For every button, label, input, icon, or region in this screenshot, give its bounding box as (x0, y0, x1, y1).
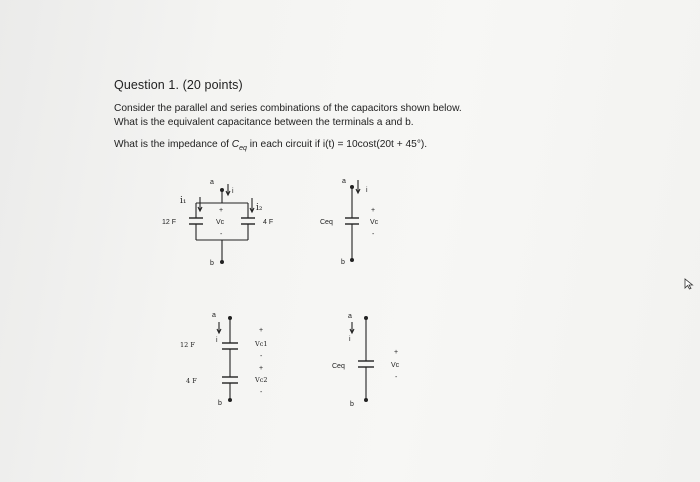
circuit-3-current-label: i (216, 337, 218, 344)
circuit-4-ceq-label: Ceq (332, 363, 345, 370)
circuit-4-current-label: i (349, 336, 351, 343)
circuit-2-minus: - (372, 231, 375, 238)
circuit-1-plus: + (219, 207, 224, 214)
circuit-2-current-label: i (366, 187, 368, 194)
circuit-4-terminal-b-dot (364, 398, 368, 402)
circuit-4-minus: - (395, 374, 398, 381)
question-line-1: Consider the parallel and series combinations of the capacitors shown below. (114, 103, 462, 114)
circuit-1-cap-left-label: 12 F (162, 219, 177, 226)
circuit-3-plus-2: + (259, 365, 264, 372)
circuit-3-minus-1: - (260, 353, 263, 360)
circuit-1-current-label: i (232, 188, 234, 195)
circuit-2-ceq-label: Ceq (320, 219, 333, 226)
circuit-3-vc1-label: Vc1 (255, 340, 268, 348)
circuit-3-minus-2: - (260, 389, 263, 396)
circuit-3-terminal-b-label: b (218, 400, 222, 407)
circuit-4-terminal-b-label: b (350, 401, 354, 408)
circuit-3-cap-bottom-label: 4 F (186, 377, 197, 385)
question-line-3-after: in each circuit if i(t) = 10cost(20t + 45°). (246, 139, 428, 150)
circuit-3-vc2-label: Vc2 (255, 376, 268, 384)
ceq-symbol: $C_{eq}$ (231, 139, 247, 153)
circuit-2-vc-label: Vc (370, 219, 379, 226)
circuit-3-plus-1: + (259, 327, 264, 334)
circuit-1-terminal-a-label: a (210, 179, 214, 186)
circuit-3-terminal-a-label: a (212, 312, 216, 319)
circuit-4-terminal-a-label: a (348, 313, 352, 320)
question-title: Question 1. (20 points) (114, 78, 243, 92)
circuit-4-vc-label: Vc (391, 362, 400, 369)
circuit-1-minus: - (220, 231, 223, 238)
circuit-2-plus: + (371, 207, 376, 214)
circuit-1-i2-label: i₂ (256, 203, 263, 213)
circuit-1-terminal-b-label: b (210, 260, 214, 267)
question-line-3-before: What is the impedance of (114, 139, 232, 150)
circuit-2-terminal-b-label: b (341, 259, 345, 266)
circuit-3-cap-top-label: 12 F (180, 341, 195, 349)
circuit-4-plus: + (394, 349, 399, 356)
circuit-1-vc-label: Vc (216, 219, 225, 226)
cursor-arrow-icon (684, 278, 694, 290)
circuit-1-i1-label: i₁ (180, 196, 187, 206)
question-line-2: What is the equivalent capacitance between the terminals a and b. (114, 117, 414, 128)
circuit-1-cap-right-label: 4 F (263, 219, 274, 226)
circuit-2-terminal-a-label: a (342, 178, 346, 185)
